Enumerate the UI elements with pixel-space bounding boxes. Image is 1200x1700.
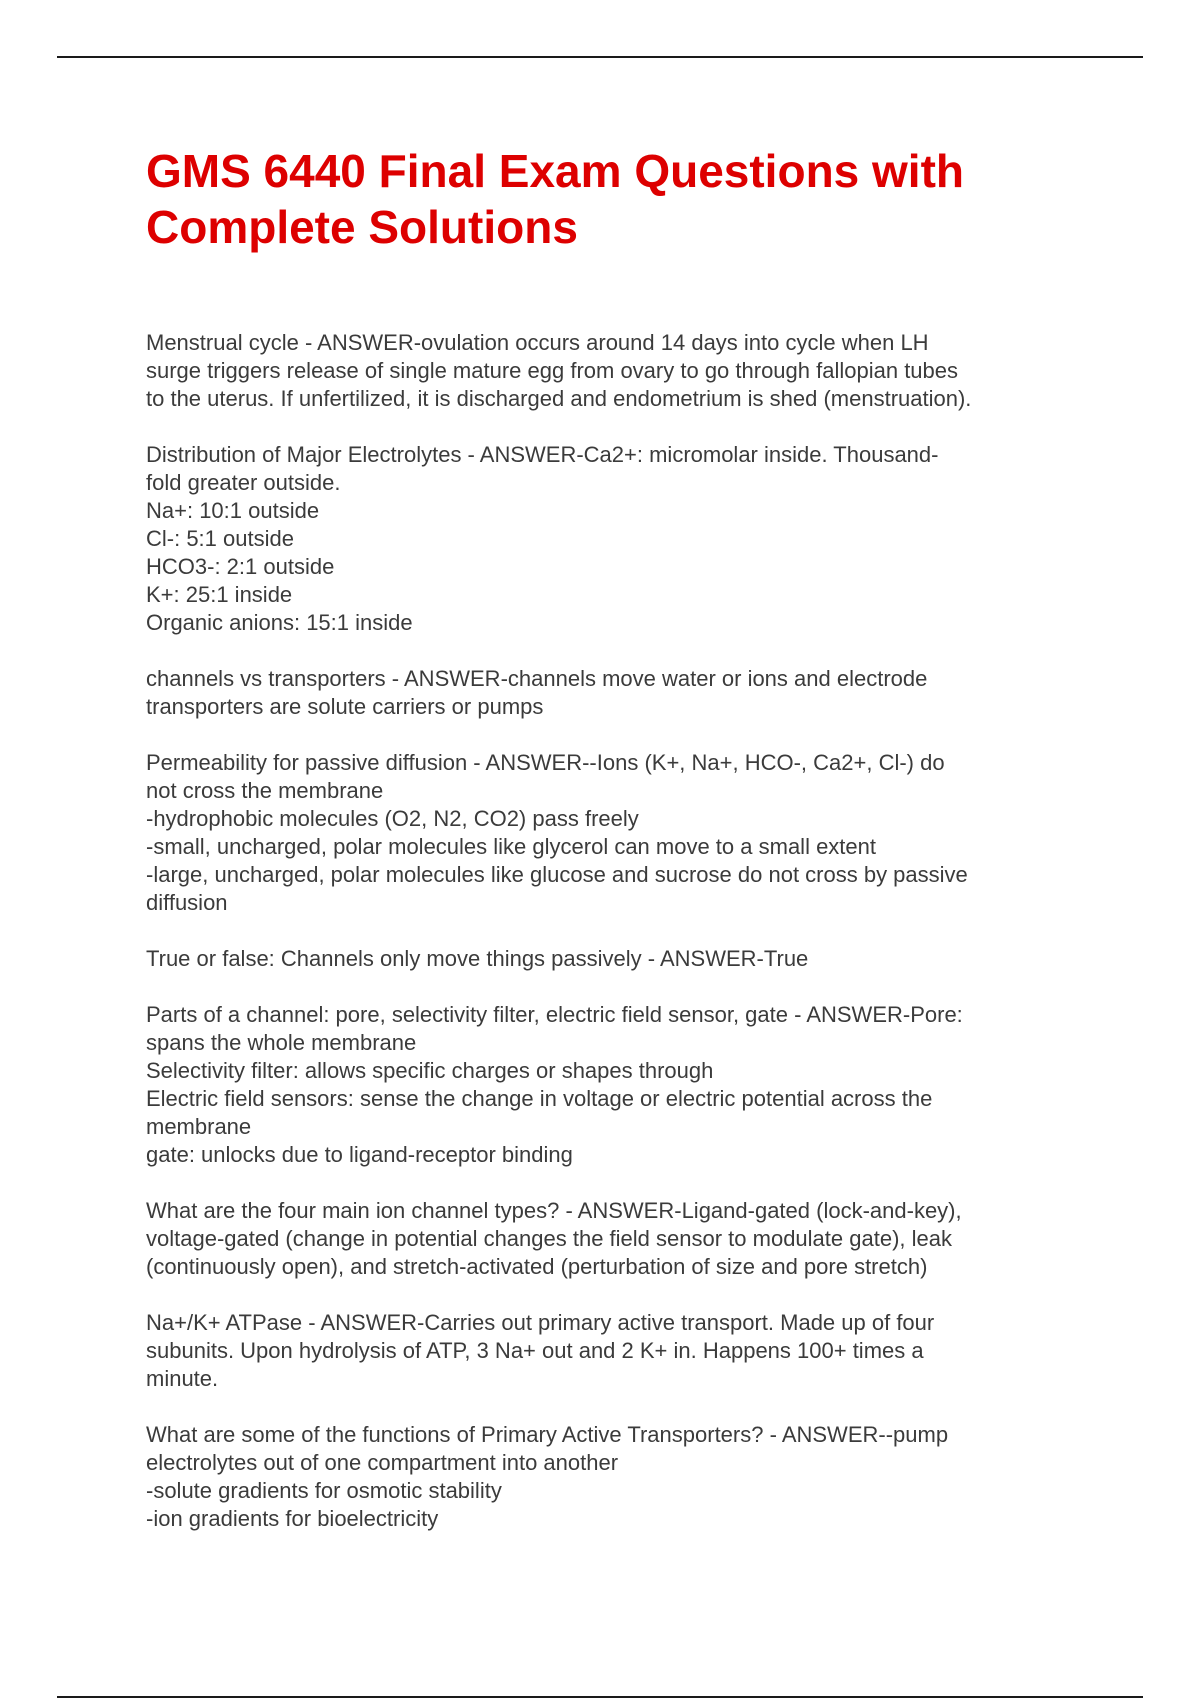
top-divider (57, 56, 1143, 58)
qa-text-line: What are some of the functions of Primary Active Transporters? - ANSWER--pump (146, 1422, 949, 1447)
qa-text-line: diffusion (146, 890, 228, 915)
bottom-divider (57, 1696, 1143, 1698)
qa-text-line: Cl-: 5:1 outside (146, 526, 294, 551)
qa-item (146, 945, 1071, 973)
qa-text-line: HCO3-: 2:1 outside (146, 554, 335, 579)
qa-text-line: Distribution of Major Electrolytes - ANSWER-Ca2+: micromolar inside. Thousand- (146, 442, 939, 467)
qa-text-line: -solute gradients for osmotic stability (146, 1478, 502, 1503)
title-line-2: Complete Solutions (146, 201, 578, 253)
qa-text-line: Na+: 10:1 outside (146, 498, 320, 523)
qa-text-line: minute. (146, 1366, 219, 1391)
qa-text-line: subunits. Upon hydrolysis of ATP, 3 Na+ out and 2 K+ in. Happens 100+ times a (146, 1338, 924, 1363)
qa-item (146, 749, 1071, 917)
qa-list (146, 329, 1071, 1561)
qa-item (146, 329, 1071, 413)
qa-text-line: What are the four main ion channel types? - ANSWER-Ligand-gated (lock-and-key), (146, 1198, 962, 1223)
title-line-1: GMS 6440 Final Exam Questions with (146, 145, 965, 197)
qa-text-line: Permeability for passive diffusion - ANSWER--Ions (K+, Na+, HCO-, Ca2+, Cl-) do (146, 750, 945, 775)
qa-text-line: spans the whole membrane (146, 1030, 417, 1055)
qa-text-line: -ion gradients for bioelectricity (146, 1506, 439, 1531)
qa-text-line: channels vs transporters - ANSWER-channels move water or ions and electrode (146, 666, 928, 691)
qa-text-line: Organic anions: 15:1 inside (146, 610, 413, 635)
page-title (146, 143, 1086, 255)
qa-text-line: surge triggers release of single mature egg from ovary to go through fallopian tubes (146, 358, 959, 383)
qa-text-line: transporters are solute carriers or pumps (146, 694, 544, 719)
qa-text-line: gate: unlocks due to ligand-receptor binding (146, 1142, 573, 1167)
qa-text-line: Menstrual cycle - ANSWER-ovulation occurs around 14 days into cycle when LH (146, 330, 929, 355)
qa-text-line: voltage-gated (change in potential changes the field sensor to modulate gate), leak (146, 1226, 952, 1251)
qa-item (146, 441, 1071, 637)
qa-text-line: K+: 25:1 inside (146, 582, 293, 607)
qa-text-line: Selectivity filter: allows specific charges or shapes through (146, 1058, 714, 1083)
qa-text-line: membrane (146, 1114, 252, 1139)
qa-text-line: -small, uncharged, polar molecules like glycerol can move to a small extent (146, 834, 876, 859)
qa-item (146, 1197, 1071, 1281)
qa-item (146, 1309, 1071, 1393)
qa-text-line: Parts of a channel: pore, selectivity filter, electric field sensor, gate - ANSWER-Pore: (146, 1002, 963, 1027)
qa-text-line: to the uterus. If unfertilized, it is discharged and endometrium is shed (menstruation). (146, 386, 972, 411)
qa-text-line: True or false: Channels only move things passively - ANSWER-True (146, 946, 809, 971)
qa-text-line: -large, uncharged, polar molecules like glucose and sucrose do not cross by passive (146, 862, 968, 887)
qa-item (146, 1001, 1071, 1169)
qa-text-line: Electric field sensors: sense the change in voltage or electric potential across the (146, 1086, 933, 1111)
qa-text-line: fold greater outside. (146, 470, 341, 495)
qa-item (146, 1421, 1071, 1533)
qa-text-line: Na+/K+ ATPase - ANSWER-Carries out primary active transport. Made up of four (146, 1310, 935, 1335)
qa-text-line: -hydrophobic molecules (O2, N2, CO2) pass freely (146, 806, 639, 831)
qa-text-line: (continuously open), and stretch-activated (perturbation of size and pore stretch) (146, 1254, 928, 1279)
qa-text-line: not cross the membrane (146, 778, 384, 803)
qa-text-line: electrolytes out of one compartment into another (146, 1450, 619, 1475)
qa-item (146, 665, 1071, 721)
